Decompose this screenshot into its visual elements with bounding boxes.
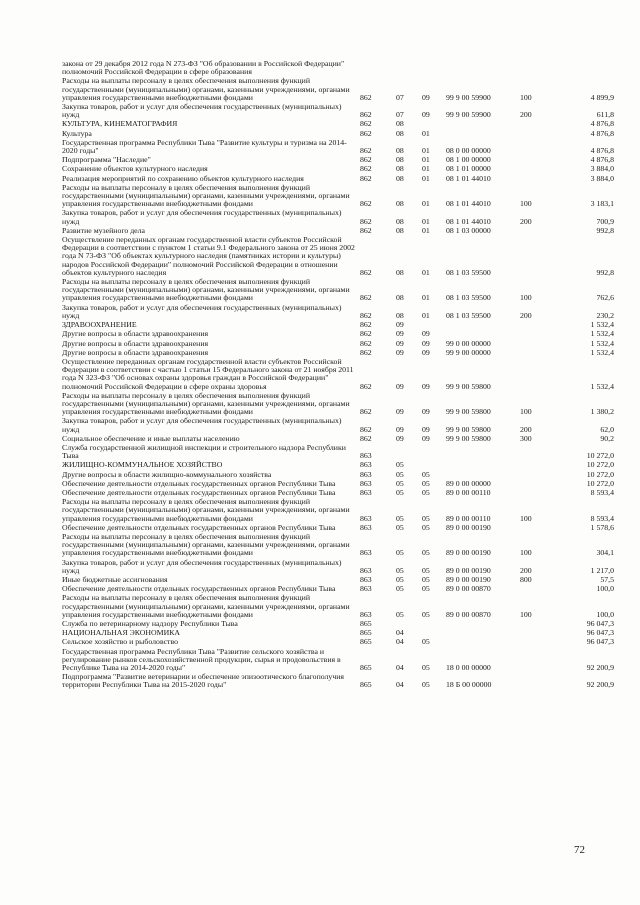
amount-cell: 1 532,4 <box>590 338 614 348</box>
subsection-code-cell: 01 <box>422 225 430 235</box>
table-row <box>62 130 614 138</box>
table-row <box>62 340 614 348</box>
subsection-code-cell: 09 <box>422 433 430 443</box>
target-article-cell: 99 0 00 00000 <box>446 338 491 348</box>
section-code-cell: 04 <box>396 663 404 673</box>
section-code-cell: 08 <box>396 155 404 165</box>
section-code-cell: 08 <box>396 146 404 156</box>
amount-cell: 57,5 <box>600 574 614 584</box>
table-row <box>62 620 614 628</box>
target-article-cell: 89 0 00 00870 <box>446 584 491 594</box>
subsection-code-cell: 01 <box>422 128 430 138</box>
row-name-cell: Закупка товаров, работ и услуг для обеспечения государственных (муниципальных) нужд <box>62 208 342 226</box>
target-article-cell: 08 1 01 44010 <box>446 173 491 183</box>
target-article-cell: 08 0 00 00000 <box>446 146 491 156</box>
row-name-cell: Государственная программа Республики Тыва "Развитие культуры и туризма на 2014-2020 годы" <box>62 137 347 156</box>
ministry-code-cell: 862 <box>360 329 372 339</box>
amount-cell: 1 217,0 <box>590 565 614 575</box>
ministry-code-cell: 862 <box>360 199 372 209</box>
expense-type-cell: 200 <box>520 424 532 434</box>
target-article-cell: 99 9 00 59900 <box>446 110 491 120</box>
expense-type-cell: 800 <box>520 574 532 584</box>
row-name-cell: Реализация мероприятий по сохранению объектов культурного наследия <box>62 173 304 183</box>
row-name-cell: Осуществление переданных органам государственной власти субъектов Российской Федерации в соответствии с пунктом 1 статьи 9.1 Федерального закона от 25 июня 2002 года N 73-ФЗ "Об объектах культурного наследия (памятниках истории и культуры) народов Российской Федерации" полномочий Российской Федерации в отношении объектов культурного наследия <box>62 235 355 277</box>
row-name-cell: Расходы на выплаты персоналу в целях обеспечения выполнения функций государственными (муниципальными) органами, казенными учреждениями, органами управления государственными внебюджетными фондами <box>62 182 350 209</box>
target-article-cell: 89 0 00 00110 <box>446 487 491 497</box>
subsection-code-cell: 05 <box>422 584 430 594</box>
subsection-code-cell: 09 <box>422 347 430 357</box>
row-name-cell: Социальное обеспечение и иные выплаты населению <box>62 433 240 443</box>
table-row <box>62 392 614 417</box>
table-row <box>62 629 614 637</box>
subsection-code-cell: 01 <box>422 173 430 183</box>
target-article-cell: 89 0 00 00190 <box>446 548 491 558</box>
section-code-cell: 08 <box>396 199 404 209</box>
section-code-cell: 08 <box>396 310 404 320</box>
amount-cell: 4 876,8 <box>590 119 614 129</box>
amount-cell: 3 884,0 <box>590 164 614 174</box>
ministry-code-cell: 862 <box>360 110 372 120</box>
row-name-cell: Другие вопросы в области жилищно-коммунального хозяйства <box>62 469 272 479</box>
subsection-code-cell: 09 <box>422 381 430 391</box>
subsection-code-cell: 05 <box>422 513 430 523</box>
row-name-cell: Другие вопросы в области здравоохранения <box>62 338 209 348</box>
target-article-cell: 89 0 00 00870 <box>446 609 491 619</box>
table-row <box>62 236 614 277</box>
row-name-cell: Служба по ветеринарному надзору Республики Тыва <box>62 619 238 628</box>
section-code-cell: 05 <box>396 584 404 594</box>
row-name-cell: Расходы на выплаты персоналу в целях обеспечения выполнения функций государственными (муниципальными) органами, казенными учреждениями, органами управления государственными внебюджетными фондами <box>62 497 350 523</box>
ministry-code-cell: 862 <box>360 216 372 226</box>
row-name-cell: НАЦИОНАЛЬНАЯ ЭКОНОМИКА <box>62 628 181 638</box>
table-row <box>62 533 614 558</box>
section-code-cell: 04 <box>396 680 404 690</box>
ministry-code-cell: 863 <box>360 522 372 532</box>
subsection-code-cell: 05 <box>422 609 430 619</box>
row-name-cell: Обеспечение деятельности отдельных государственных органов Республики Тыва <box>62 487 336 497</box>
row-name-cell: Развитие музейного дела <box>62 225 145 235</box>
amount-cell: 762,6 <box>596 293 614 303</box>
table-row <box>62 435 614 443</box>
subsection-code-cell: 01 <box>422 146 430 156</box>
ministry-code-cell: 862 <box>360 293 372 303</box>
ministry-code-cell: 863 <box>360 609 372 619</box>
table-row <box>62 209 614 225</box>
amount-cell: 992,8 <box>596 225 614 235</box>
table-row <box>62 480 614 488</box>
ministry-code-cell: 865 <box>360 637 372 647</box>
section-code-cell: 09 <box>396 329 404 339</box>
subsection-code-cell: 09 <box>422 407 430 417</box>
subsection-code-cell: 05 <box>422 680 430 690</box>
section-code-cell: 05 <box>396 487 404 497</box>
ministry-code-cell: 862 <box>360 347 372 357</box>
amount-cell: 1 578,6 <box>590 522 614 532</box>
amount-cell: 10 272,0 <box>586 469 614 479</box>
table-row <box>62 594 614 619</box>
amount-cell: 8 593,4 <box>590 487 614 497</box>
amount-cell: 92 200,9 <box>586 663 614 673</box>
row-name-cell: Расходы на выплаты персоналу в целях обеспечения выполнения функций государственными (муниципальными) органами, казенными учреждениями, органами управления государственными внебюджетными фондами <box>62 76 350 102</box>
row-name-cell: закона от 29 декабря 2012 года N 273-ФЗ "Об образовании в Российской Федерации" полномочий Российской Федерации в сфере образования <box>62 59 345 77</box>
expense-type-cell: 100 <box>520 293 532 303</box>
amount-cell: 1 532,4 <box>590 320 614 330</box>
expense-type-cell: 100 <box>520 199 532 209</box>
row-name-cell: Расходы на выплаты персоналу в целях обеспечения выполнения функций государственными (муниципальными) органами, казенными учреждениями, органами управления государственными внебюджетными фондами <box>62 277 350 303</box>
table-row <box>62 498 614 523</box>
subsection-code-cell: 09 <box>422 338 430 348</box>
amount-cell: 4 899,9 <box>590 92 614 102</box>
section-code-cell: 04 <box>396 628 404 638</box>
section-code-cell: 05 <box>396 522 404 532</box>
table-row <box>62 304 614 320</box>
target-article-cell: 18 Б 00 00000 <box>446 680 492 690</box>
section-code-cell: 05 <box>396 478 404 488</box>
target-article-cell: 89 0 00 00190 <box>446 574 491 584</box>
row-name-cell: Сельское хозяйство и рыболовство <box>62 637 178 647</box>
ministry-code-cell: 865 <box>360 619 372 628</box>
amount-cell: 700,9 <box>596 216 614 226</box>
ministry-code-cell: 862 <box>360 173 372 183</box>
table-row <box>62 489 614 497</box>
target-article-cell: 89 0 00 00190 <box>446 565 491 575</box>
subsection-code-cell: 05 <box>422 637 430 647</box>
subsection-code-cell: 01 <box>422 216 430 226</box>
target-article-cell: 99 9 00 59800 <box>446 407 491 417</box>
table-row <box>62 471 614 479</box>
page-number: 72 <box>574 844 585 856</box>
table-row <box>62 559 614 575</box>
section-code-cell: 05 <box>396 574 404 584</box>
section-code-cell: 08 <box>396 128 404 138</box>
section-code-cell: 09 <box>396 320 404 330</box>
section-code-cell: 08 <box>396 173 404 183</box>
table-row <box>62 103 614 119</box>
subsection-code-cell: 05 <box>422 663 430 673</box>
amount-cell: 100,0 <box>596 609 614 619</box>
section-code-cell: 04 <box>396 637 404 647</box>
subsection-code-cell: 09 <box>422 424 430 434</box>
ministry-code-cell: 862 <box>360 267 372 277</box>
subsection-code-cell: 05 <box>422 565 430 575</box>
ministry-code-cell: 863 <box>360 487 372 497</box>
amount-cell: 3 183,1 <box>590 199 614 209</box>
amount-cell: 10 272,0 <box>586 478 614 488</box>
row-name-cell: Сохранение объектов культурного наследия <box>62 164 208 174</box>
ministry-code-cell: 862 <box>360 119 372 129</box>
expense-type-cell: 200 <box>520 216 532 226</box>
ministry-code-cell: 863 <box>360 574 372 584</box>
ministry-code-cell: 862 <box>360 225 372 235</box>
target-article-cell: 08 1 00 00000 <box>446 155 491 165</box>
subsection-code-cell: 05 <box>422 478 430 488</box>
section-code-cell: 05 <box>396 513 404 523</box>
amount-cell: 611,8 <box>596 110 614 120</box>
table-row <box>62 278 614 303</box>
amount-cell: 992,8 <box>596 267 614 277</box>
table-row <box>62 444 614 460</box>
subsection-code-cell: 05 <box>422 548 430 558</box>
subsection-code-cell: 09 <box>422 110 430 120</box>
table-row <box>62 576 614 584</box>
row-name-cell: Обеспечение деятельности отдельных государственных органов Республики Тыва <box>62 522 336 532</box>
row-name-cell: Другие вопросы в области здравоохранения <box>62 329 209 339</box>
expense-type-cell: 100 <box>520 548 532 558</box>
table-row <box>62 184 614 209</box>
row-name-cell: Служба государственной жилищной инспекции и строительного надзора Республики Тыва <box>62 442 346 461</box>
target-article-cell: 18 0 00 00000 <box>446 663 491 673</box>
amount-cell: 3 884,0 <box>590 173 614 183</box>
amount-cell: 96 047,3 <box>586 628 614 638</box>
row-name-cell: Обеспечение деятельности отдельных государственных органов Республики Тыва <box>62 584 336 594</box>
section-code-cell: 09 <box>396 381 404 391</box>
section-code-cell: 09 <box>396 424 404 434</box>
table-row <box>62 139 614 155</box>
target-article-cell: 99 9 00 00000 <box>446 347 491 357</box>
table-row <box>62 638 614 646</box>
section-code-cell: 09 <box>396 347 404 357</box>
section-code-cell: 05 <box>396 565 404 575</box>
target-article-cell: 99 9 00 59900 <box>446 92 491 102</box>
ministry-code-cell: 863 <box>360 469 372 479</box>
amount-cell: 100,0 <box>596 584 614 594</box>
ministry-code-cell: 862 <box>360 155 372 165</box>
table-row <box>62 673 614 689</box>
amount-cell: 1 380,2 <box>590 407 614 417</box>
table-row <box>62 585 614 593</box>
subsection-code-cell: 05 <box>422 522 430 532</box>
table-row <box>62 227 614 235</box>
table-row <box>62 156 614 164</box>
amount-cell: 10 272,0 <box>586 460 614 470</box>
amount-cell: 96 047,3 <box>586 637 614 647</box>
subsection-code-cell: 09 <box>422 329 430 339</box>
target-article-cell: 89 0 00 00190 <box>446 522 491 532</box>
row-name-cell: ЗДРАВООХРАНЕНИЕ <box>62 320 137 330</box>
table-row <box>62 461 614 469</box>
table-row <box>62 77 614 102</box>
ministry-code-cell: 865 <box>360 680 372 690</box>
table-row <box>62 349 614 357</box>
expense-type-cell: 200 <box>520 110 532 120</box>
amount-cell: 92 200,9 <box>586 680 614 690</box>
table-row <box>62 165 614 173</box>
row-name-cell: Осуществление переданных органам государственной власти субъектов Российской Федерации в соответствии с частью 1 статьи 15 Федерального закона от 21 ноября 2011 года N 323-ФЗ "Об основах охраны здоровья граждан в Российской Федерации" полномочий Российской Федерации в сфере охраны здоровья <box>62 356 354 391</box>
amount-cell: 4 876,8 <box>590 155 614 165</box>
section-code-cell: 08 <box>396 267 404 277</box>
ministry-code-cell: 862 <box>360 424 372 434</box>
row-name-cell: Закупка товаров, работ и услуг для обеспечения государственных (муниципальных) нужд <box>62 102 342 120</box>
subsection-code-cell: 09 <box>422 92 430 102</box>
row-name-cell: Закупка товаров, работ и услуг для обеспечения государственных (муниципальных) нужд <box>62 302 342 320</box>
amount-cell: 1 532,4 <box>590 347 614 357</box>
target-article-cell: 08 1 03 00000 <box>446 225 491 235</box>
budget-table <box>62 60 614 690</box>
table-row <box>62 321 614 329</box>
subsection-code-cell: 05 <box>422 487 430 497</box>
section-code-cell: 08 <box>396 119 404 129</box>
ministry-code-cell: 862 <box>360 407 372 417</box>
expense-type-cell: 300 <box>520 433 532 443</box>
row-name-cell: Иные бюджетные ассигнования <box>62 574 168 584</box>
subsection-code-cell: 01 <box>422 164 430 174</box>
amount-cell: 230,2 <box>596 310 614 320</box>
expense-type-cell: 100 <box>520 407 532 417</box>
row-name-cell: КУЛЬТУРА, КИНЕМАТОГРАФИЯ <box>62 119 178 129</box>
row-name-cell: Расходы на выплаты персоналу в целях обеспечения выполнения функций государственными (муниципальными) органами, казенными учреждениями, органами управления государственными внебюджетными фондами <box>62 593 350 619</box>
row-name-cell: Подпрограмма "Развитие ветеринарии и обеспечение эпизоотического благополучия территории Республики Тыва на 2015-2020 годы" <box>62 672 345 690</box>
target-article-cell: 08 1 01 44010 <box>446 199 491 209</box>
ministry-code-cell: 865 <box>360 663 372 673</box>
amount-cell: 96 047,3 <box>586 619 614 628</box>
table-row <box>62 330 614 338</box>
expense-type-cell: 100 <box>520 609 532 619</box>
ministry-code-cell: 863 <box>360 451 372 461</box>
table-row <box>62 417 614 433</box>
row-name-cell: Расходы на выплаты персоналу в целях обеспечения выполнения функций государственными (муниципальными) органами, казенными учреждениями, органами управления государственными внебюджетными фондами <box>62 390 350 417</box>
target-article-cell: 08 1 03 59500 <box>446 293 491 303</box>
subsection-code-cell: 01 <box>422 310 430 320</box>
target-article-cell: 08 1 03 59500 <box>446 310 491 320</box>
subsection-code-cell: 05 <box>422 574 430 584</box>
amount-cell: 90,2 <box>600 433 614 443</box>
amount-cell: 8 593,4 <box>590 513 614 523</box>
expense-type-cell: 200 <box>520 310 532 320</box>
amount-cell: 1 532,4 <box>590 381 614 391</box>
ministry-code-cell: 862 <box>360 433 372 443</box>
amount-cell: 304,1 <box>596 548 614 558</box>
section-code-cell: 09 <box>396 407 404 417</box>
row-name-cell: Другие вопросы в области здравоохранения <box>62 347 209 357</box>
table-row <box>62 175 614 183</box>
section-code-cell: 07 <box>396 92 404 102</box>
amount-cell: 4 876,8 <box>590 128 614 138</box>
amount-cell: 4 876,8 <box>590 146 614 156</box>
expense-type-cell: 100 <box>520 513 532 523</box>
row-name-cell: Подпрограмма "Наследие" <box>62 155 151 165</box>
section-code-cell: 08 <box>396 293 404 303</box>
target-article-cell: 99 9 00 59800 <box>446 381 491 391</box>
row-name-cell: Расходы на выплаты персоналу в целях обеспечения выполнения функций государственными (муниципальными) органами, казенными учреждениями, органами управления государственными внебюджетными фондами <box>62 531 350 558</box>
subsection-code-cell: 01 <box>422 293 430 303</box>
ministry-code-cell: 862 <box>360 310 372 320</box>
ministry-code-cell: 862 <box>360 320 372 330</box>
target-article-cell: 08 1 01 44010 <box>446 216 491 226</box>
ministry-code-cell: 862 <box>360 128 372 138</box>
section-code-cell: 05 <box>396 469 404 479</box>
ministry-code-cell: 862 <box>360 338 372 348</box>
expense-type-cell: 200 <box>520 565 532 575</box>
ministry-code-cell: 863 <box>360 584 372 594</box>
section-code-cell: 07 <box>396 110 404 120</box>
target-article-cell: 99 9 00 59800 <box>446 433 491 443</box>
ministry-code-cell: 863 <box>360 478 372 488</box>
ministry-code-cell: 862 <box>360 164 372 174</box>
row-name-cell: Закупка товаров, работ и услуг для обеспечения государственных (муниципальных) нужд <box>62 416 342 434</box>
amount-cell: 1 532,4 <box>590 329 614 339</box>
amount-cell: 10 272,0 <box>586 451 614 461</box>
table-row <box>62 358 614 391</box>
row-name-cell: Закупка товаров, работ и услуг для обеспечения государственных (муниципальных) нужд <box>62 557 342 575</box>
ministry-code-cell: 863 <box>360 513 372 523</box>
ministry-code-cell: 865 <box>360 628 372 638</box>
row-name-cell: Обеспечение деятельности отдельных государственных органов Республики Тыва <box>62 478 336 488</box>
subsection-code-cell: 01 <box>422 267 430 277</box>
section-code-cell: 09 <box>396 433 404 443</box>
ministry-code-cell: 863 <box>360 548 372 558</box>
ministry-code-cell: 862 <box>360 92 372 102</box>
ministry-code-cell: 862 <box>360 381 372 391</box>
subsection-code-cell: 05 <box>422 469 430 479</box>
table-row <box>62 120 614 128</box>
target-article-cell: 08 1 01 00000 <box>446 164 491 174</box>
row-name-cell: ЖИЛИЩНО-КОММУНАЛЬНОЕ ХОЗЯЙСТВО <box>62 460 223 470</box>
row-name-cell: Государственная программа Республики Тыва "Развитие сельского хозяйства и регулирование рынков сельскохозяйственной продукции, сырья и продовольствия в Республике Тыва на 2014-2020 годы" <box>62 646 341 673</box>
target-article-cell: 89 0 00 00000 <box>446 478 491 488</box>
section-code-cell: 05 <box>396 460 404 470</box>
table-row <box>62 60 614 76</box>
section-code-cell: 08 <box>396 225 404 235</box>
section-code-cell: 09 <box>396 338 404 348</box>
subsection-code-cell: 01 <box>422 155 430 165</box>
table-row <box>62 524 614 532</box>
subsection-code-cell: 01 <box>422 199 430 209</box>
target-article-cell: 99 9 00 59800 <box>446 424 491 434</box>
ministry-code-cell: 863 <box>360 460 372 470</box>
section-code-cell: 05 <box>396 548 404 558</box>
ministry-code-cell: 862 <box>360 146 372 156</box>
section-code-cell: 05 <box>396 609 404 619</box>
ministry-code-cell: 863 <box>360 565 372 575</box>
target-article-cell: 89 0 00 00110 <box>446 513 491 523</box>
section-code-cell: 08 <box>396 216 404 226</box>
row-name-cell: Культура <box>62 128 92 138</box>
section-code-cell: 08 <box>396 164 404 174</box>
expense-type-cell: 100 <box>520 92 532 102</box>
target-article-cell: 08 1 03 59500 <box>446 267 491 277</box>
amount-cell: 62,0 <box>600 424 614 434</box>
table-row <box>62 648 614 673</box>
